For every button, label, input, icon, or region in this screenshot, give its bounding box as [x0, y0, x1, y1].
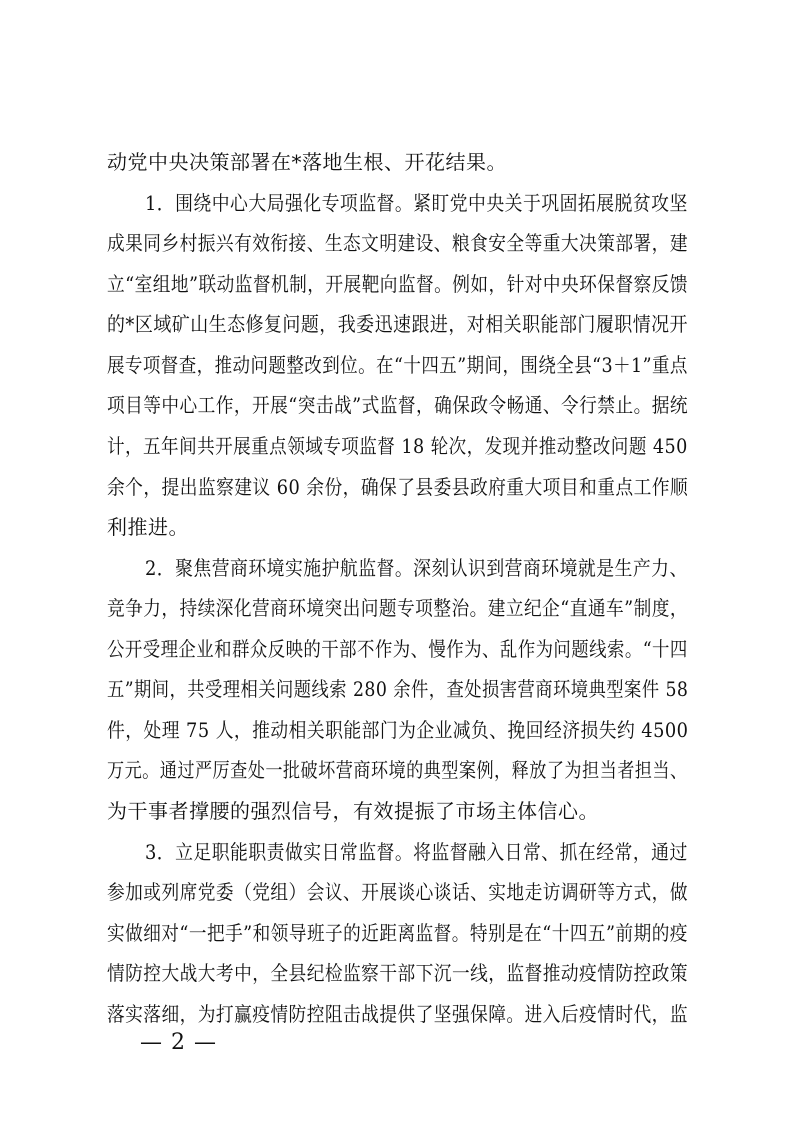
text-line: 公开受理企业和群众反映的干部不作为、慢作为、乱作为问题线索。“十四	[107, 637, 688, 661]
text-line: 落实落细，为打赢疫情防控阻击战提供了坚强保障。进入后疫情时代，监	[107, 1002, 688, 1026]
text-line: 动党中央决策部署在*落地生根、开花结果。	[107, 150, 507, 174]
text-line: 情防控大战大考中，全县纪检监察干部下沉一线，监督推动疫情防控政策	[107, 961, 688, 985]
text-line: 件，处理 75 人，推动相关职能部门为企业减负、挽回经济损失约 4500	[107, 718, 689, 742]
text-line: 的*区域矿山生态修复问题，我委迅速跟进，对相关职能部门履职情况开	[107, 312, 688, 336]
text-line: 万元。通过严厉查处一批破坏营商环境的典型案例，释放了为担当者担当、	[107, 758, 688, 782]
text-line: 余个，提出监察建议 60 余份，确保了县委县政府重大项目和重点工作顺	[107, 475, 689, 499]
text-line: 参加或列席党委（党组）会议、开展谈心谈话、实地走访调研等方式，做	[107, 880, 688, 904]
text-line: 展专项督查，推动问题整改到位。在“十四五”期间，围绕全县“3＋1”重点	[107, 353, 688, 377]
text-line: 实做细对“一把手”和领导班子的近距离监督。特别是在“十四五”前期的疫	[107, 921, 688, 945]
text-line: 利推进。	[107, 515, 189, 539]
text-line: 2．聚焦营商环境实施护航监督。深刻认识到营商环境就是生产力、	[145, 556, 688, 580]
text-line: 3．立足职能职责做实日常监督。将监督融入日常、抓在经常，通过	[145, 840, 688, 864]
page-number: — 2 —	[140, 1030, 217, 1055]
text-line: 为干事者撑腰的强烈信号，有效提振了市场主体信心。	[107, 799, 599, 823]
text-line: 竞争力，持续深化营商环境突出问题专项整治。建立纪企“直通车”制度，	[107, 596, 688, 620]
text-line: 成果同乡村振兴有效衔接、生态文明建设、粮食安全等重大决策部署，建	[107, 231, 688, 255]
text-line: 五”期间，共受理相关问题线索 280 余件，查处损害营商环境典型案件 58	[107, 677, 689, 701]
text-line: 项目等中心工作，开展“突击战”式监督，确保政令畅通、令行禁止。据统	[107, 393, 688, 417]
text-line: 计，五年间共开展重点领域专项监督 18 轮次，发现并推动整改问题 450	[107, 434, 688, 458]
text-line: 1．围绕中心大局强化专项监督。紧盯党中央关于巩固拓展脱贫攻坚	[145, 191, 688, 215]
text-line: 立“室组地”联动监督机制，开展靶向监督。例如，针对中央环保督察反馈	[107, 272, 688, 296]
